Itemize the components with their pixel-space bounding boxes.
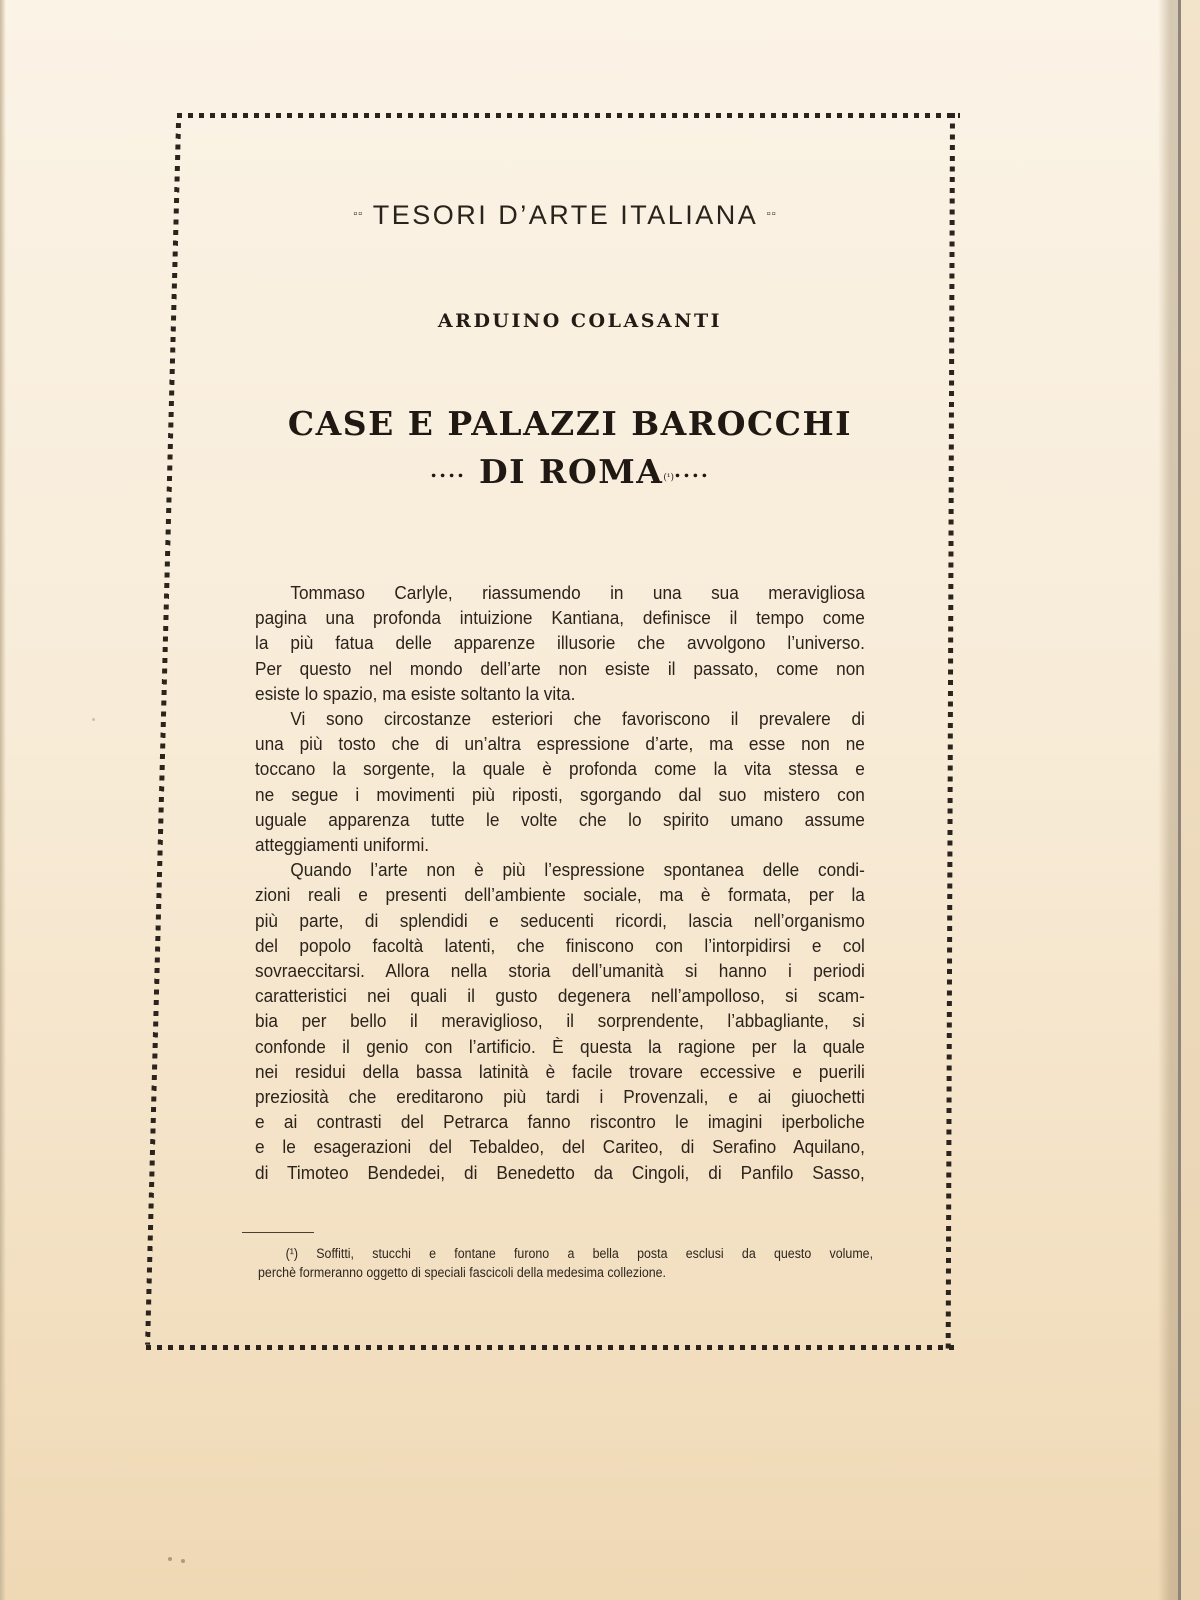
paragraph-1	[255, 580, 865, 706]
text-line: pagina una profonda intuizione Kantiana, definisce il tempo come	[255, 607, 865, 629]
text-line: toccano la sorgente, la quale è profonda come la vita stessa e	[255, 758, 865, 780]
page-left-edge	[0, 0, 6, 1600]
text-line: una più tosto che di un’altra espressione d’arte, ma esse non ne	[255, 733, 865, 755]
series-title-text: TESORI D’ARTE ITALIANA	[372, 200, 757, 230]
title-line-1: CASE E PALAZZI BAROCCHI	[287, 404, 853, 443]
text-line: Tommaso Carlyle, riassumendo in una sua meravigliosa	[290, 582, 865, 603]
text-line: nei residui della bassa latinità è facile trovare eccessive e puerili	[255, 1060, 865, 1082]
adjacent-page-strip	[1181, 0, 1200, 1600]
text-line: caratteristici nei quali il gusto degenera nell’ampolloso, si scam-	[255, 985, 865, 1007]
page-gutter-shadow	[1158, 0, 1178, 1600]
paper-stain	[92, 718, 95, 721]
body-text	[255, 580, 865, 1185]
title-ellipsis-right: ....	[674, 458, 710, 482]
ornament-right-icon: ▫▫	[766, 207, 777, 220]
footnote-marker: (¹)	[663, 473, 674, 483]
text-line: sovraeccitarsi. Allora nella storia dell’umanità si hanno i periodi	[255, 960, 865, 982]
text-line: Per questo nel mondo dell’arte non esiste il passato, come non	[255, 657, 865, 679]
frame-border-left	[145, 123, 181, 1345]
footnote-line: perchè formeranno oggetto di speciali fascicoli della medesima collezione.	[258, 1265, 667, 1280]
text-line: preziosità che ereditarono più tardi i Provenzali, e ai giuochetti	[255, 1086, 865, 1108]
frame-border-top	[177, 113, 960, 118]
text-line: la più fatua delle apparenze illusorie che avvolgono l’universo.	[255, 632, 865, 654]
text-line: più parte, di splendidi e seducenti ricordi, lascia nell’organismo	[255, 909, 865, 931]
paragraph-3	[255, 857, 865, 1185]
ornament-left-icon: ▫▫	[353, 207, 364, 220]
text-line: Quando l’arte non è più l’espressione spontanea delle condi-	[290, 859, 865, 881]
paper-stain	[181, 1559, 185, 1563]
text-line: ne segue i movimenti più riposti, sgorgando dal suo mistero con	[255, 783, 865, 805]
text-line: e ai contrasti del Petrarca fanno riscontro le imagini iperboliche	[255, 1111, 865, 1133]
frame-border-bottom	[146, 1345, 956, 1350]
frame-border-right	[946, 113, 955, 1353]
text-line: di Timoteo Bendedei, di Benedetto da Cingoli, di Panfilo Sasso,	[255, 1161, 865, 1183]
text-line: del popolo facoltà latenti, che finiscono con l’intorpidirsi e col	[255, 934, 865, 956]
title-ellipsis-left: ....	[430, 458, 466, 482]
text-line: uguale apparenza tutte le volte che lo spirito umano assume	[255, 808, 865, 830]
footnote-line: (¹) Soffitti, stucchi e fontane furono a bella posta esclusi da questo volume,	[285, 1246, 874, 1261]
text-line: confonde il genio con l’artificio. È questa la ragione per la quale	[255, 1035, 865, 1057]
text-line: e le esagerazioni del Tebaldeo, del Cariteo, di Serafino Aquilano,	[255, 1136, 865, 1158]
author-name: ARDUINO COLASANTI	[437, 310, 723, 332]
title-line-2-text: DI ROMA	[479, 452, 664, 491]
paragraph-2	[255, 706, 865, 857]
text-line: bia per bello il meraviglioso, il sorprendente, l’abbagliante, si	[255, 1010, 865, 1032]
paper-stain	[168, 1557, 172, 1561]
footnote	[258, 1244, 873, 1282]
text-line: zioni reali e presenti dell’ambiente sociale, ma è formata, per la	[255, 884, 865, 906]
footnote-divider	[242, 1232, 314, 1233]
title-line-2	[240, 448, 900, 498]
series-title	[300, 200, 830, 231]
page-title	[240, 400, 900, 498]
text-line: Vi sono circostanze esteriori che favoriscono il prevalere di	[290, 708, 865, 730]
text-line: esiste lo spazio, ma esiste soltanto la vita.	[255, 682, 576, 704]
text-line: atteggiamenti uniformi.	[255, 834, 430, 856]
